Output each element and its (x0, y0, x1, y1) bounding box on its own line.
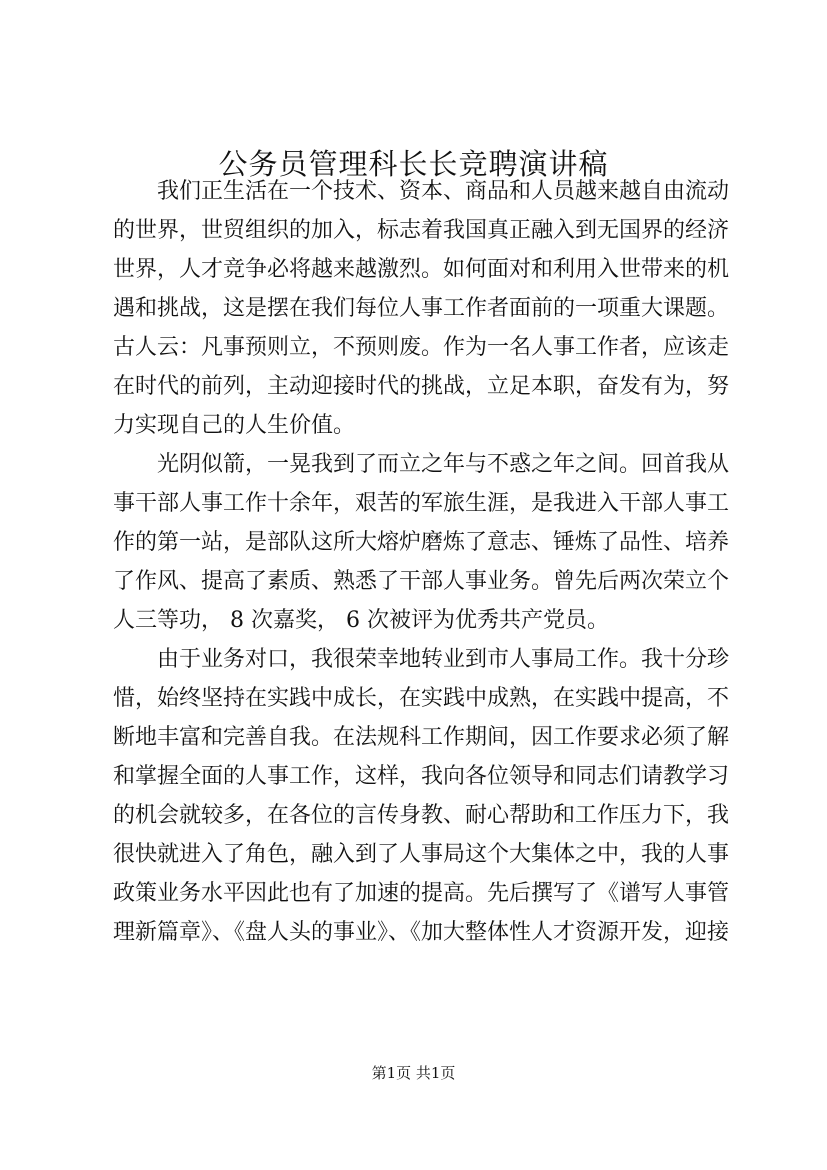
text-line: 在时代的前列，主动迎接时代的挑战，立足本职，奋发有为，努 (113, 374, 730, 399)
text-line: 人三等功， 8 次嘉奖， 6 次被评为优秀共产党员。 (113, 608, 609, 633)
text-line: 作的第一站，是部队这所大熔炉磨炼了意志、锤炼了品性、培养 (113, 530, 730, 555)
text-line: 遇和挑战，这是摆在我们每位人事工作者面前的一项重大课题。 (113, 296, 730, 321)
text-line: 很快就进入了角色，融入到了人事局这个大集体之中，我的人事 (113, 842, 730, 867)
text-line: 和掌握全面的人事工作，这样，我向各位领导和同志们请教学习 (113, 764, 730, 789)
text-line: 力实现自己的人生价值。 (113, 413, 356, 438)
text-line: 惜，始终坚持在实践中成长，在实践中成熟，在实践中提高，不 (113, 686, 730, 711)
text-line: 的机会就较多，在各位的言传身教、耐心帮助和工作压力下，我 (113, 803, 730, 828)
text-line: 了作风、提高了素质、熟悉了干部人事业务。曾先后两次荣立个 (113, 569, 730, 594)
text-line: 断地丰富和完善自我。在法规科工作期间，因工作要求必须了解 (113, 725, 730, 750)
text-line: 古人云：凡事预则立，不预则废。作为一名人事工作者，应该走 (113, 335, 730, 360)
text-line: 由于业务对口，我很荣幸地转业到市人事局工作。我十分珍 (157, 647, 730, 672)
document-title: 公务员管理科长长竞聘演讲稿 (218, 147, 609, 181)
text-line: 的世界，世贸组织的加入，标志着我国真正融入到无国界的经济 (113, 218, 730, 243)
document-body (113, 172, 743, 952)
text-line: 理新篇章》、《盘人头的事业》、《加大整体性人才资源开发，迎接 (113, 920, 730, 945)
text-line: 事干部人事工作十余年，艰苦的军旅生涯，是我进入干部人事工 (113, 491, 730, 516)
text-line: 世界，人才竞争必将越来越激烈。如何面对和利用入世带来的机 (113, 257, 730, 282)
page-footer: 第1页 共1页 (371, 1064, 456, 1082)
text-line: 政策业务水平因此也有了加速的提高。先后撰写了《谱写人事管 (113, 881, 730, 906)
text-line: 我们正生活在一个技术、资本、商品和人员越来越自由流动 (157, 179, 730, 204)
text-line: 光阴似箭，一晃我到了而立之年与不惑之年之间。回首我从 (157, 452, 730, 477)
